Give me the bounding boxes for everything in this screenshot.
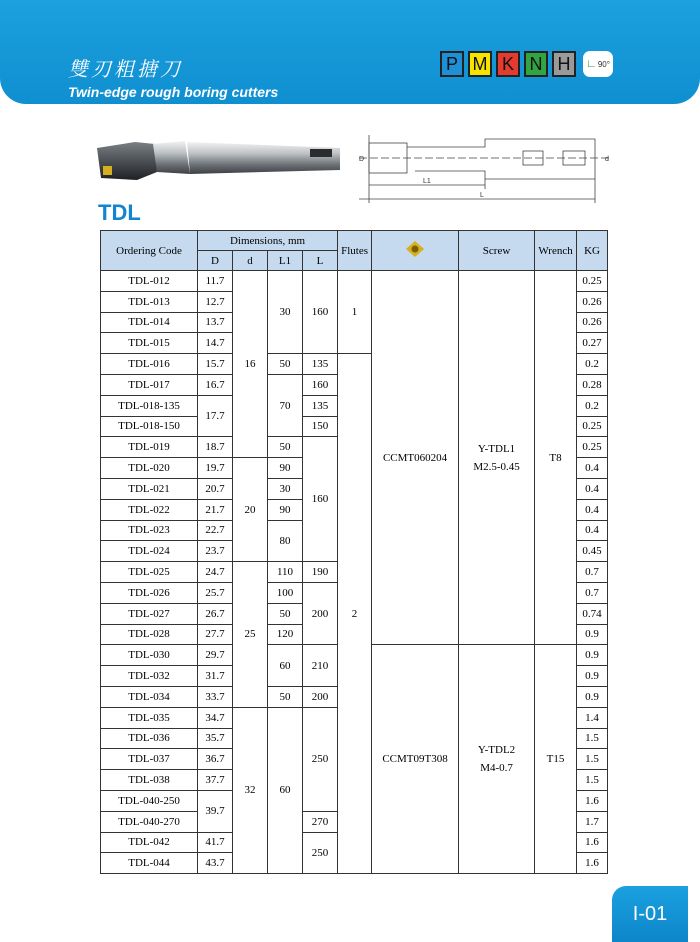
D-cell: 23.7 <box>198 541 233 562</box>
L1-cell: 100 <box>268 582 303 603</box>
screw-code: Y-TDL1 <box>477 442 516 455</box>
code-cell: TDL-022 <box>101 499 198 520</box>
col-wrench: Wrench <box>535 231 577 271</box>
tool-photo-icon <box>95 128 345 188</box>
code-cell: TDL-028 <box>101 624 198 645</box>
code-cell: TDL-037 <box>101 749 198 770</box>
screw-thread: M4-0.7 <box>480 762 513 775</box>
code-cell: TDL-018-150 <box>101 416 198 437</box>
code-cell: TDL-015 <box>101 333 198 354</box>
D-cell: 31.7 <box>198 666 233 687</box>
L-cell: 160 <box>303 374 338 395</box>
dim-L-label: L <box>480 192 484 199</box>
kg-cell: 0.25 <box>577 271 608 292</box>
D-cell: 16.7 <box>198 374 233 395</box>
L1-cell: 110 <box>268 562 303 583</box>
d-cell: 16 <box>233 271 268 458</box>
D-cell: 39.7 <box>198 790 233 832</box>
code-cell: TDL-024 <box>101 541 198 562</box>
code-cell: TDL-017 <box>101 374 198 395</box>
L-cell: 200 <box>303 582 338 644</box>
L1-cell: 50 <box>268 686 303 707</box>
L1-cell: 90 <box>268 499 303 520</box>
insert-cell: CCMT09T308 <box>372 645 459 874</box>
kg-cell: 0.7 <box>577 582 608 603</box>
code-cell: TDL-012 <box>101 271 198 292</box>
D-cell: 34.7 <box>198 707 233 728</box>
kg-cell: 0.4 <box>577 499 608 520</box>
L-cell: 210 <box>303 645 338 687</box>
code-cell: TDL-034 <box>101 686 198 707</box>
D-cell: 14.7 <box>198 333 233 354</box>
L-cell: 250 <box>303 707 338 811</box>
D-cell: 13.7 <box>198 312 233 333</box>
col-L1: L1 <box>268 251 303 271</box>
L-cell: 250 <box>303 832 338 874</box>
code-cell: TDL-042 <box>101 832 198 853</box>
spec-table <box>100 230 608 874</box>
L-cell: 190 <box>303 562 338 583</box>
kg-cell: 1.6 <box>577 790 608 811</box>
L-cell: 135 <box>303 395 338 416</box>
L1-cell: 80 <box>268 520 303 562</box>
col-dimensions: Dimensions, mm <box>198 231 338 251</box>
kg-cell: 0.27 <box>577 333 608 354</box>
wrench-cell: T15 <box>535 645 577 874</box>
title-english: Twin-edge rough boring cutters <box>68 84 279 100</box>
dim-L1-label: L1 <box>423 178 431 185</box>
kg-cell: 0.9 <box>577 624 608 645</box>
code-cell: TDL-019 <box>101 437 198 458</box>
L-cell: 150 <box>303 416 338 437</box>
d-cell: 25 <box>233 562 268 708</box>
insert-icon <box>372 231 459 271</box>
code-cell: TDL-026 <box>101 582 198 603</box>
col-ordering-code: Ordering Code <box>101 231 198 271</box>
col-D: D <box>198 251 233 271</box>
kg-cell: 0.4 <box>577 458 608 479</box>
code-cell: TDL-025 <box>101 562 198 583</box>
kg-cell: 1.5 <box>577 770 608 791</box>
angle-label: 90° <box>597 59 610 69</box>
code-cell: TDL-027 <box>101 603 198 624</box>
D-cell: 19.7 <box>198 458 233 479</box>
kg-cell: 1.6 <box>577 832 608 853</box>
code-cell: TDL-014 <box>101 312 198 333</box>
L1-cell: 50 <box>268 354 303 375</box>
D-cell: 27.7 <box>198 624 233 645</box>
kg-cell: 0.28 <box>577 374 608 395</box>
kg-cell: 1.6 <box>577 853 608 874</box>
kg-cell: 0.2 <box>577 395 608 416</box>
kg-cell: 1.7 <box>577 811 608 832</box>
d-cell: 20 <box>233 458 268 562</box>
code-cell: TDL-044 <box>101 853 198 874</box>
D-cell: 15.7 <box>198 354 233 375</box>
dim-d-label: d <box>605 156 609 163</box>
L1-cell: 70 <box>268 374 303 436</box>
col-L: L <box>303 251 338 271</box>
D-cell: 35.7 <box>198 728 233 749</box>
L-cell: 160 <box>303 437 338 562</box>
kg-cell: 0.45 <box>577 541 608 562</box>
L1-cell: 30 <box>268 478 303 499</box>
code-cell: TDL-036 <box>101 728 198 749</box>
badge-p: P <box>440 51 464 77</box>
L-cell: 200 <box>303 686 338 707</box>
code-cell: TDL-016 <box>101 354 198 375</box>
D-cell: 29.7 <box>198 645 233 666</box>
D-cell: 37.7 <box>198 770 233 791</box>
header-banner <box>0 0 700 104</box>
kg-cell: 0.25 <box>577 416 608 437</box>
L-cell: 160 <box>303 271 338 354</box>
L1-cell: 50 <box>268 603 303 624</box>
code-cell: TDL-030 <box>101 645 198 666</box>
code-cell: TDL-040-270 <box>101 811 198 832</box>
D-cell: 36.7 <box>198 749 233 770</box>
D-cell: 17.7 <box>198 395 233 437</box>
L1-cell: 30 <box>268 271 303 354</box>
flutes-cell: 1 <box>338 271 372 354</box>
kg-cell: 1.4 <box>577 707 608 728</box>
col-kg: KG <box>577 231 608 271</box>
D-cell: 12.7 <box>198 291 233 312</box>
badge-n: N <box>524 51 548 77</box>
col-flutes: Flutes <box>338 231 372 271</box>
kg-cell: 0.2 <box>577 354 608 375</box>
kg-cell: 0.9 <box>577 666 608 687</box>
kg-cell: 0.26 <box>577 291 608 312</box>
code-cell: TDL-018-135 <box>101 395 198 416</box>
D-cell: 20.7 <box>198 478 233 499</box>
kg-cell: 0.7 <box>577 562 608 583</box>
code-cell: TDL-032 <box>101 666 198 687</box>
badge-h: H <box>552 51 576 77</box>
kg-cell: 1.5 <box>577 728 608 749</box>
title-chinese: 雙刃粗搪刀 <box>68 57 183 81</box>
kg-cell: 0.4 <box>577 478 608 499</box>
code-cell: TDL-021 <box>101 478 198 499</box>
kg-cell: 0.25 <box>577 437 608 458</box>
D-cell: 41.7 <box>198 832 233 853</box>
kg-cell: 0.9 <box>577 686 608 707</box>
D-cell: 18.7 <box>198 437 233 458</box>
kg-cell: 0.26 <box>577 312 608 333</box>
screw-cell <box>459 645 535 874</box>
material-badges <box>440 51 613 77</box>
D-cell: 22.7 <box>198 520 233 541</box>
kg-cell: 1.5 <box>577 749 608 770</box>
screw-thread: M2.5-0.45 <box>473 460 520 473</box>
L1-cell: 60 <box>268 707 303 873</box>
badge-m: M <box>468 51 492 77</box>
code-cell: TDL-035 <box>101 707 198 728</box>
series-title: TDL <box>98 200 141 225</box>
wrench-cell: T8 <box>535 271 577 645</box>
kg-cell: 0.9 <box>577 645 608 666</box>
D-cell: 33.7 <box>198 686 233 707</box>
screw-code: Y-TDL2 <box>477 744 516 757</box>
code-cell: TDL-020 <box>101 458 198 479</box>
angle-90-icon: ∟ 90° <box>583 51 613 77</box>
dim-D-label: D <box>359 156 365 163</box>
code-cell: TDL-023 <box>101 520 198 541</box>
code-cell: TDL-040-250 <box>101 790 198 811</box>
badge-k: K <box>496 51 520 77</box>
L1-cell: 120 <box>268 624 303 645</box>
tool-technical-drawing <box>355 125 615 207</box>
D-cell: 25.7 <box>198 582 233 603</box>
D-cell: 11.7 <box>198 271 233 292</box>
kg-cell: 0.4 <box>577 520 608 541</box>
L1-cell: 50 <box>268 437 303 458</box>
D-cell: 24.7 <box>198 562 233 583</box>
page-number: I-01 <box>612 886 688 942</box>
code-cell: TDL-013 <box>101 291 198 312</box>
col-screw: Screw <box>459 231 535 271</box>
col-d: d <box>233 251 268 271</box>
L-cell: 270 <box>303 811 338 832</box>
L1-cell: 90 <box>268 458 303 479</box>
L1-cell: 60 <box>268 645 303 687</box>
d-cell: 32 <box>233 707 268 873</box>
flutes-cell: 2 <box>338 354 372 874</box>
kg-cell: 0.74 <box>577 603 608 624</box>
insert-cell: CCMT060204 <box>372 271 459 645</box>
code-cell: TDL-038 <box>101 770 198 791</box>
screw-cell <box>459 271 535 645</box>
L-cell: 135 <box>303 354 338 375</box>
D-cell: 43.7 <box>198 853 233 874</box>
D-cell: 26.7 <box>198 603 233 624</box>
D-cell: 21.7 <box>198 499 233 520</box>
